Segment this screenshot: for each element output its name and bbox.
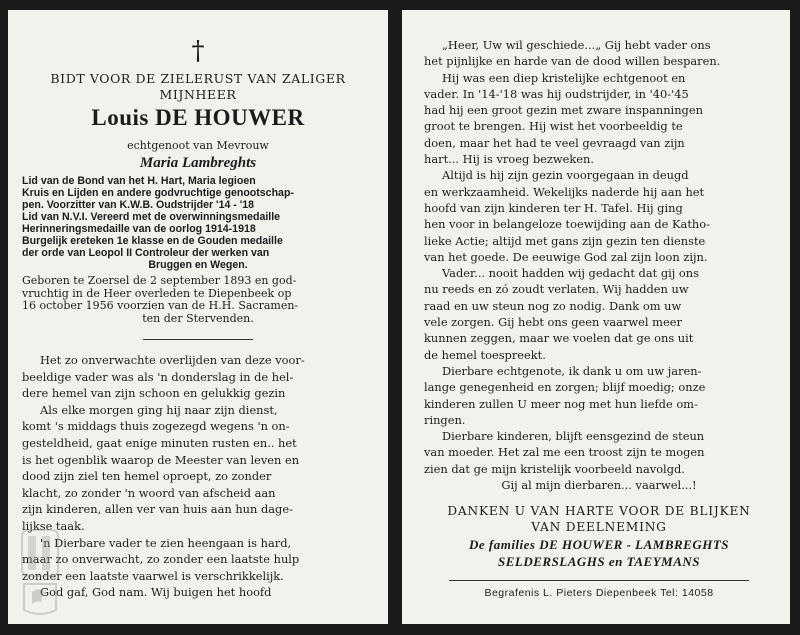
deceased-name: Louis DE HOUWER [91,105,305,130]
text-line: kinderen zullen U meer nog met hun liefde om- [424,396,698,411]
text-line: lange genegenheid en zorgen; blijf moedig; onze [424,380,706,395]
text-line: God gaf, God nam. Wij buigen het hoofd [40,585,272,600]
obituary-body-right [424,37,774,493]
text-line: en werkzaamheid. Wekelijks naderde hij aan het [424,184,705,199]
text-line: 'n Dierbare vader te zien heengaan is hard, [40,535,292,550]
divider-line [143,339,253,340]
text-line: nu reeds en zó zoudt verlaten. Wij hadden uw [424,282,689,297]
membership-line: Kruis en Lijden en andere godvruchtige genootschap- [22,187,294,199]
archive-watermark-icon [18,528,62,616]
text-line: Dierbare echtgenote, ik dank u om uw jaren- [442,363,702,378]
text-line: dere hemel van zijn schoon en gelukkig gezin [22,386,286,401]
membership-line: der orde van Leopol II Controleur der werken van [22,247,270,259]
text-line: Hij was een diep kristelijke echtgenoot en [442,70,686,85]
birth-line: Geboren te Zoersel de 2 september 1893 en god- [22,274,297,287]
families-block [424,536,774,570]
membership-line: Lid van N.V.I. Vereerd met de overwinningsmedaille [22,211,281,223]
title-heading: MIJNHEER [159,87,237,102]
text-line: Gij al mijn dierbaren... vaarwel...! [501,478,697,493]
text-line: dood zijn ziel ten hemel oproept, zo zonder [22,469,272,484]
text-line: „Heer, Uw wil geschiede...„ Gij hebt vader ons [442,38,711,52]
spouse-intro: echtgenoot van Mevrouw [127,139,269,152]
text-line: van moeder. Het zal me een troost zijn te mogen [424,445,705,460]
text-line: ringen. [424,412,466,427]
families-line: De families DE HOUWER - LAMBREGHTS [468,537,730,553]
membership-line: Burgelijk ereteken 1e klasse en de Gouden medaille [22,235,283,247]
text-line: Altijd is hij zijn gezin voorgegaan in deugd [442,168,689,183]
printer-credit: Begrafenis L. Pieters Diepenbeek Tel: 14058 [484,587,714,600]
left-page [8,10,388,624]
right-page [402,10,790,624]
membership-line: Herinneringsmedaille van de oorlog 1914-1918 [22,223,256,235]
divider-line [449,580,749,581]
text-line: komt 's middags thuis zogezegd wegens 'n on- [22,419,290,434]
thanks-line: DANKEN U VAN HARTE VOOR DE BLIJKEN [447,504,751,519]
text-line: kunnen zeggen, maar we voelen dat ge ons uit [424,331,694,346]
text-line: klacht, zo zonder 'n woord van afscheid aan [22,485,276,500]
text-line: Als elke morgen ging hij naar zijn dienst, [40,402,278,417]
text-line: vele zorgen. Gij hebt ons geen vaarwel meer [424,315,682,330]
text-line: vader. In '14-'18 was hij oudstrijder, in '40-'45 [424,86,689,101]
membership-line: pen. Voorzitter van K.W.B. Oudstrijder '14 - '18 [22,199,255,211]
text-line: is het ogenblik waarop de Meester van leven en [22,452,300,467]
memberships-block [22,175,374,271]
text-line: van het goede. De eeuwige God zal zijn loon zijn. [424,249,708,264]
text-line: maar zo onverwacht, zo zonder een laatste hulp [22,552,300,567]
text-line: lijkse taak. [22,518,85,533]
cross-icon: † [191,36,205,66]
text-line: doen, maar het had te veel gevraagd van zijn [424,135,685,150]
text-line: hart... Hij is vroeg bezweken. [424,152,594,167]
spouse-name: Maria Lambreghts [139,155,257,171]
thanks-line: VAN DEELNEMING [531,520,667,535]
birth-block [22,275,374,325]
text-line: Het zo onverwachte overlijden van deze voor- [40,353,305,367]
membership-line: Bruggen en Wegen. [148,259,248,271]
text-line: beeldige vader was als 'n donderslag in de hel- [22,369,294,384]
thanks-heading [424,503,774,535]
text-line: raad en uw steun nog zo nodig. Dank om uw [424,298,682,313]
text-line: zien dat ge mijn kristelijk voorbeeld navolgd. [424,461,685,476]
membership-line: Lid van de Bond van het H. Hart, Maria legioen [22,175,256,187]
text-line: had hij een groot gezin met zware inspanningen [424,103,703,118]
text-line: hoofd van zijn kinderen ter H. Tafel. Hij ging [424,200,683,215]
text-line: lieke Actie; altijd met gans zijn gezin ten dienste [424,233,706,248]
text-line: de hemel toespreekt. [424,347,546,362]
text-line: Vader... nooit hadden wij gedacht dat gij ons [442,266,699,281]
text-line: zonder een laatste vaarwel is verschrikkelijk. [22,568,284,583]
text-line: groot te brengen. Hij wist het voorbeeldig te [424,119,683,134]
birth-line: 16 october 1956 voorzien van de H.H. Sacramen- [22,299,299,312]
text-line: gesteldheid, gaat enige minuten rusten en.. het [22,435,297,450]
prayer-heading: BIDT VOOR DE ZIELERUST VAN ZALIGER [50,71,346,86]
birth-line: ten der Stervenden. [142,311,254,325]
birth-line: vruchtig in de Heer overleden te Diepenbeek op [22,286,292,300]
text-line: Dierbare kinderen, blijft eensgezind de steun [442,429,705,444]
families-line: SELDERSLAGHS en TAEYMANS [498,554,700,570]
obituary-body-left [22,352,374,601]
text-line: zijn kinderen, allen ver van huis aan hun dage- [22,502,293,517]
text-line: hen voor in belangeloze toewijding aan de Katho- [424,217,710,232]
text-line: het pijnlijke en harde van de dood willen besparen. [424,54,721,69]
